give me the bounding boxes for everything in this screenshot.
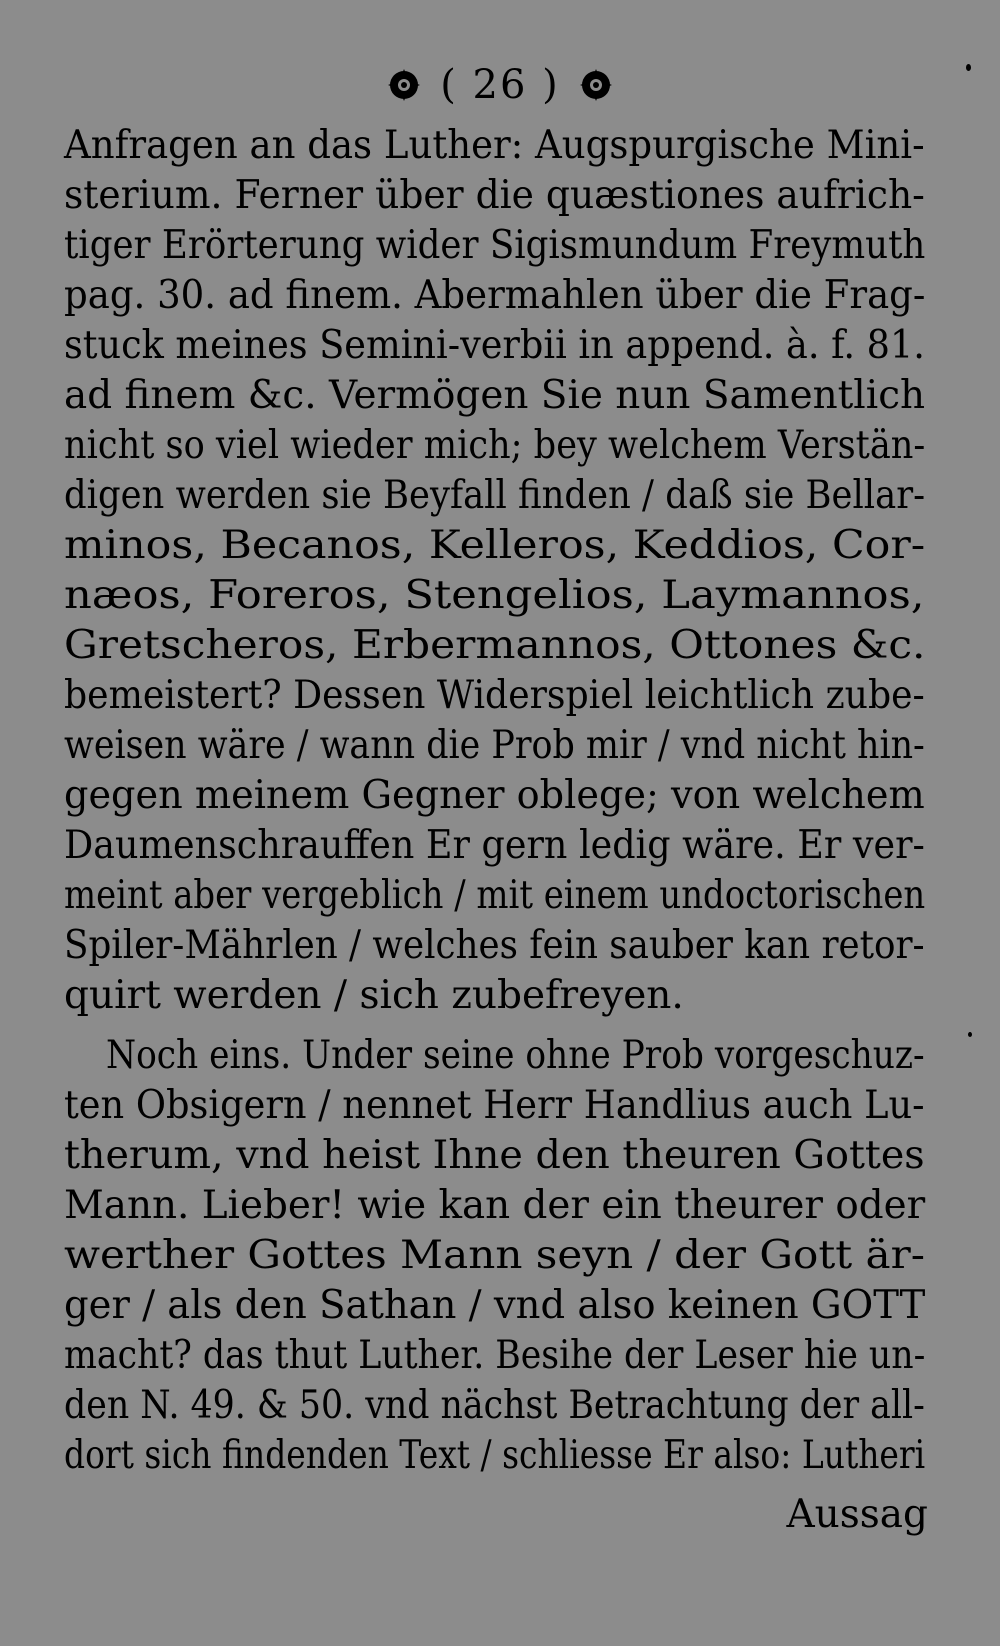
text-line: stuck meines Semini-verbii in append. à. f. 81. xyxy=(64,323,925,368)
text-line: pag. 30. ad finem. Abermahlen über die Frag- xyxy=(64,273,926,318)
text-line: minos, Becanos, Kelleros, Keddios, Cor- xyxy=(64,523,926,568)
flower-ornament-icon xyxy=(574,68,618,102)
text-line: ten Obsigern / nennet Herr Handlius auch Lu- xyxy=(64,1083,925,1128)
text-line: werther Gottes Mann seyn / der Gott är- xyxy=(64,1233,925,1278)
page-number: ( 26 ) xyxy=(440,62,560,108)
text-line: Anfragen an das Luther: Augspurgische Mini- xyxy=(64,123,925,168)
text-line: ger / als den Sathan / vnd also keinen GOTT xyxy=(64,1283,926,1328)
page-header xyxy=(0,62,1000,108)
text-line: Spiler-Mährlen / welches fein sauber kan retor- xyxy=(64,923,925,968)
text-line: gegen meinem Gegner oblege; von welchem xyxy=(64,773,925,818)
text-line: quirt werden / sich zubefreyen. xyxy=(64,973,684,1018)
text-line: digen werden sie Beyfall finden / daß sie Bellar- xyxy=(64,473,926,518)
ink-speck xyxy=(966,64,971,71)
text-line: Gretscheros, Erbermannos, Ottones &c. xyxy=(64,623,926,668)
text-line: meint aber vergeblich / mit einem undoctorischen xyxy=(64,873,926,918)
text-line: therum, vnd heist Ihne den theuren Gottes xyxy=(64,1133,925,1178)
text-line: Mann. Lieber! wie kan der ein theurer oder xyxy=(64,1183,926,1228)
text-line: weisen wäre / wann die Prob mir / vnd nicht hin- xyxy=(64,723,925,768)
flower-ornament-icon xyxy=(382,68,426,102)
text-line: bemeistert? Dessen Widerspiel leichtlich zube- xyxy=(64,673,925,718)
ink-speck xyxy=(968,1032,972,1037)
text-line: ad finem &c. Vermögen Sie nun Samentlich xyxy=(64,373,926,418)
text-line: den N. 49. & 50. vnd nächst Betrachtung der all- xyxy=(64,1383,925,1428)
text-line: Daumenschrauffen Er gern ledig wäre. Er ver- xyxy=(64,823,925,868)
text-line: nicht so viel wieder mich; bey welchem Verstän- xyxy=(64,423,926,468)
text-line: Noch eins. Under seine ohne Prob vorgeschuz- xyxy=(106,1033,925,1078)
text-line: tiger Erörterung wider Sigismundum Freymuth xyxy=(64,223,926,268)
catchword: Aussag xyxy=(786,1492,928,1537)
text-line: næos, Foreros, Stengelios, Laymannos, xyxy=(64,573,925,618)
text-line: macht? das thut Luther. Besihe der Leser hie un- xyxy=(64,1333,926,1378)
text-line: sterium. Ferner über die quæstiones aufrich- xyxy=(64,173,925,218)
text-line: dort sich findenden Text / schliesse Er also: Lutheri xyxy=(64,1433,926,1478)
